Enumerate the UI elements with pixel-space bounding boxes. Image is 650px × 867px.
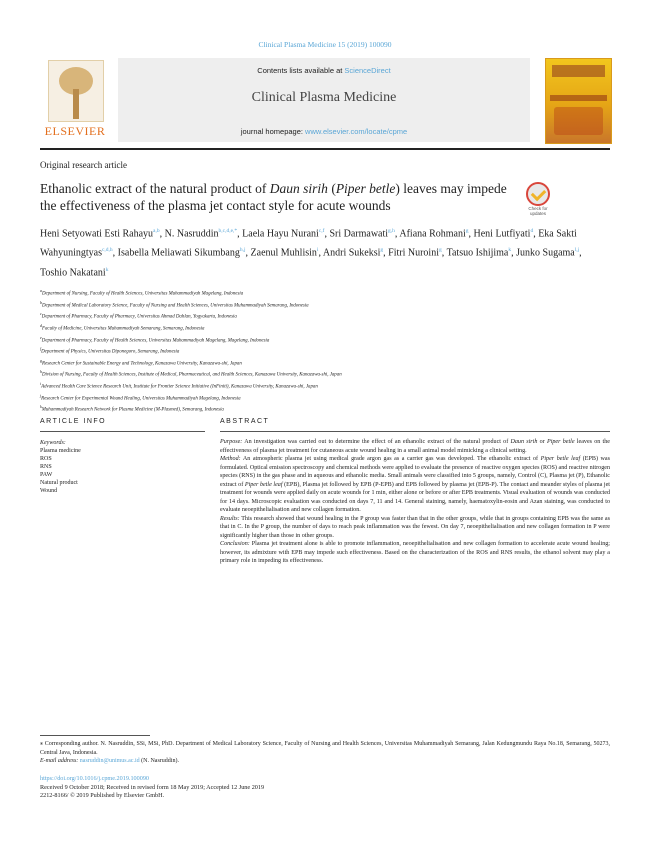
author-affiliation-marker[interactable]: a,b [153,228,160,234]
affiliation-text: Muhammadiyah Research Network for Plasma Medicine (M-Plasmed), Semarang, Indonesia [41,407,224,413]
author-affiliation-marker[interactable]: d [530,228,534,234]
article-info-divider [40,431,205,432]
affiliation-item [40,322,610,334]
elsevier-logo[interactable] [40,60,110,140]
conclusion-label: Conclusion: [220,541,250,547]
author-affiliation-marker[interactable]: b,c,d,e,* [218,228,238,234]
affiliation-text: Department of Pharmacy, Faculty of Health Sciences, Universitas Muhammadiyah Magelang, Magelang, Indonesia [41,338,270,344]
author-name[interactable]: Heni Setyowati Esti Rahayu [40,228,154,240]
corresponding-text: ⁎ Corresponding author. N. Nasruddin, SSi, MSi, PhD. Department of Medical Laboratory Science, Faculty of Nursing and Health Sciences, Universitas Muhammadiyah Semarang, Jalan Kedungmundu Raya No.18, Semarang, 50273, Central Java, Indonesia. [40,741,610,756]
abstract-text: An atmospheric plasma jet using medical grade argon gas as a carrier gas was developed. The ethanolic extract of [240,456,541,462]
journal-homepage [118,127,530,136]
affiliation-text: Division of Nursing, Faculty of Health Sciences, Institute of Medical, Pharmaceutical, and Health Sciences, Kanazawa University, Kanazawa-shi, Japan [42,373,342,378]
author-name[interactable]: Afiana Rohmani [399,228,466,240]
author-affiliation-marker[interactable]: c,f [318,228,325,234]
email-label: E-mail address: [40,758,80,764]
affiliation-marker: h [40,369,42,375]
crossmark-label: Check for updates [528,206,548,216]
journal-title: Clinical Plasma Medicine [251,90,397,105]
author-affiliation-marker[interactable]: g,h [388,228,395,234]
author-list: Heni Setyowati Esti Rahayu$^{a,b}$, N. Nasruddin$^{b,c,d,e,*}$, Laela Hayu Nurani$^{c,f}$, Sri Darmawati$^{g,h}$, Afiana Rohmani$^g$, Heni Lutfiyati$^d$, Eka Sakti Wahyuningtyas$^{c,d,h}$, Isabella Meliawati Sikumbang$^{h,j}$, Zaenul Muhlisin$^i$, Andri Sukeksi$^g$, Fitri Nuroini$^g$, Tatsuo Ishijima$^k$, Junko Sugama$^{l,j}$, Toshio Nakatani$^k$ [40,228,582,278]
publication-info [40,775,610,801]
abstract-results [220,515,610,541]
title-italic: Piper betle [335,181,396,196]
author-affiliation-marker[interactable]: h,j [239,247,246,254]
abstract-text: Plasma jet treatment alone is able to promote inflammation, neoepithelialisation and new collagen formation to accelerate acute wound healing; however, its admixture with EPB may impede such effectiveness. Based on the characterization of the ROS and RNS results, the ethanol solvent may play a primary role in impeding its effectiveness. [220,541,610,564]
author-affiliation-marker[interactable]: l,j [574,247,580,254]
crossmark-button[interactable] [524,182,552,216]
homepage-link[interactable]: www.elsevier.com/locate/cpme [305,127,408,136]
affiliation-marker: b [40,299,42,305]
abstract-divider [220,431,610,432]
abstract-method [220,455,610,515]
contents-prefix: Contents lists available at [257,66,345,75]
affiliation-marker: k [40,404,42,410]
author-name[interactable]: Heni Lutfiyati [473,228,531,240]
affiliation-text: Department of Pharmacy, Faculty of Pharmacy, Universitas Ahmad Dahlan, Yogyakarta, Indonesia [41,314,237,320]
abstract-text: or [537,439,547,445]
author-name[interactable]: N. Nasruddin [164,228,219,240]
keyword-item: RNS [40,464,52,470]
journal-reference[interactable]: Clinical Plasma Medicine 15 (2019) 100090 [258,40,392,49]
author-affiliation-marker[interactable]: c,d,h [101,247,113,254]
author-name[interactable]: Fitri Nuroini [388,247,439,259]
author-name[interactable]: Sri Darmawati [329,228,389,240]
affiliation-item [40,392,610,404]
author-name[interactable]: Tatsuo Ishijima [446,247,509,259]
abstract-heading: ABSTRACT [220,418,270,425]
abstract-italic: Daun sirih [510,439,538,445]
author-affiliation-marker[interactable]: g [439,247,442,254]
affiliation-marker: d [40,322,42,328]
affiliation-item [40,299,610,311]
keywords-block [40,439,205,495]
author-name[interactable]: Isabella Meliawati Sikumbang [117,247,240,259]
abstract-text: leaves on the effectiveness of plasma jet treatment for cutaneous acute wound healing in a small animal model mimicking a clinical setting. [220,439,611,454]
abstract-text: (EPB) was formulated. Optical emission spectroscopy and chemical methods were applied to evaluate the presence of reactive oxygen species (ROS) and reactive nitrogen species (RNS) in the gas phase and in aqueous and ethanolic media. Small animals were classified into 5 groups, namely, Control (C), Plasma jet (P), Ethanolic extract of [220,456,610,488]
affiliation-text: Research Center for Sustainable Energy and Technology, Kanazawa University, Kanazawa-shi, Japan [42,361,242,367]
homepage-prefix: journal homepage: [240,127,306,136]
author-affiliation-marker[interactable]: k [105,266,109,273]
affiliation-list [40,287,610,415]
abstract-italic: Piper betle leaf [540,456,581,462]
title-part: Ethanolic extract of the natural product of [40,181,270,196]
doi-link[interactable]: https://doi.org/10.1016/j.cpme.2019.100090 [40,775,150,782]
purpose-label: Purpose: [220,439,243,445]
keyword-item: Wound [40,488,58,494]
affiliation-item [40,403,610,415]
affiliation-text: Department of Nursing, Faculty of Health Sciences, Universitas Muhammadiyah Magelang, Indonesia [42,291,244,297]
author-affiliation-marker[interactable]: i [316,247,319,254]
method-label: Method: [220,456,241,462]
affiliation-text: Department of Physics, Universitas Diponegoro, Semarang, Indonesia [41,349,180,355]
paper-title [40,180,510,214]
affiliation-item [40,334,610,346]
title-part: ) leaves may impede the effectiveness of the plasma jet contact style for acute wounds [40,181,507,213]
results-label: Results: [220,515,240,522]
author-affiliation-marker[interactable]: g [465,228,469,234]
title-italic: Daun sirih [269,181,328,196]
affiliation-text: Department of Medical Laboratory Science, Faculty of Nursing and Health Sciences, Universitas Muhammadiyah Semarang, Indonesia [42,303,309,309]
author-name[interactable]: Eka Sakti Wahyuningtyas [40,228,577,259]
email-line [40,757,610,766]
author-name[interactable]: Laela Hayu Nurani [242,228,319,240]
author-affiliation-marker[interactable]: k [508,247,512,254]
corresponding-footnote [40,740,610,766]
affiliation-item [40,368,610,380]
affiliation-marker: f [40,346,42,352]
author-name[interactable]: Toshio Nakatani [40,266,106,278]
affiliation-marker: a [40,288,42,293]
header-divider [40,148,610,150]
affiliation-item [40,287,610,299]
abstract-conclusion [220,540,610,566]
publisher-logo-text: ELSEVIER [44,124,106,138]
abstract-text: (EPB), Plasma jet followed by EPB (P-EPB) and EPB followed by plasma jet (EPB-P). The contact and meander styles of plasma jet treatment for wounds were applied daily on acute wounds for 1 min, either alone or before or after EPB treatments. Visual evaluation of wounds was conducted for 14 days. Microscopic evaluation was conducted on days 7, 11 and 14. General staining, namely, haematoxylin-eosin and Azan staining, was conducted to evaluate neoepithelialisation and new collagen formation. [220,481,610,513]
title-part: ( [327,181,336,196]
sciencedirect-link[interactable]: ScienceDirect [344,66,391,75]
email-link[interactable]: nasruddin@unimus.ac.id [79,758,140,764]
tree-icon [48,60,104,122]
abstract-text: An investigation was carried out to determine the effect of an ethanolic extract of the natural product of [242,439,511,445]
abstract-italic: Piper betle [546,439,575,445]
article-type: Original research article [40,160,127,170]
contents-line [118,66,530,75]
article-info-heading: ARTICLE INFO [40,418,107,425]
affiliation-item [40,310,610,322]
keyword-item: PAW [40,472,53,478]
author-name[interactable]: Andri Sukeksi [322,247,381,259]
affiliation-text: Faculty of Medicine, Universitas Muhammadiyah Semarang, Semarang, Indonesia [42,326,205,332]
affiliation-marker: g [40,357,42,363]
footnote-divider [40,735,150,736]
abstract-body [220,438,610,566]
received-dates: Received 9 October 2018; Received in revised form 18 May 2019; Accepted 12 June 2019 [40,783,265,791]
journal-cover-thumbnail[interactable] [545,58,612,144]
keyword-item: Natural product [40,480,78,486]
abstract-italic: Piper betle leaf [244,481,283,488]
email-suffix: (N. Nasruddin). [139,758,179,764]
keywords-label: Keywords: [40,440,66,446]
affiliation-marker: c [40,311,42,317]
affiliation-text: Advanced Health Care Science Research Unit, Institute for Frontier Science Initiative (InFiniti), Kanazawa University, Kanazawa-shi, Japan [41,384,318,390]
keyword-item: Plasma medicine [40,448,81,454]
keyword-item: ROS [40,456,52,462]
affiliation-item [40,345,610,357]
affiliation-marker: i [40,381,42,386]
crossmark-icon [526,182,550,206]
author-affiliation-marker[interactable]: g [380,247,384,254]
author-name[interactable]: Junko Sugama [516,247,575,259]
affiliation-item [40,357,610,369]
affiliation-marker: j [40,392,42,398]
abstract-purpose [220,438,610,455]
copyright-line: 2212-8166/ © 2019 Published by Elsevier GmbH. [40,792,165,800]
abstract-text: This research showed that wound healing in the P group was faster than that in the other groups, while that in groups containing EPB was the same as that in C. In the P group, the number of days to reach peak inflammation was the fewest. On day 7, neoepithelialisation and new collagen formation in P were significantly higher than those in other groups. [220,515,610,539]
author-name[interactable]: Zaenul Muhlisin [250,247,317,259]
affiliation-item [40,380,610,392]
affiliation-text: Research Center for Experimental Wound Healing, Universitas Muhammadiyah Magelang, Indonesia [41,396,241,402]
affiliation-marker: e [40,334,42,340]
